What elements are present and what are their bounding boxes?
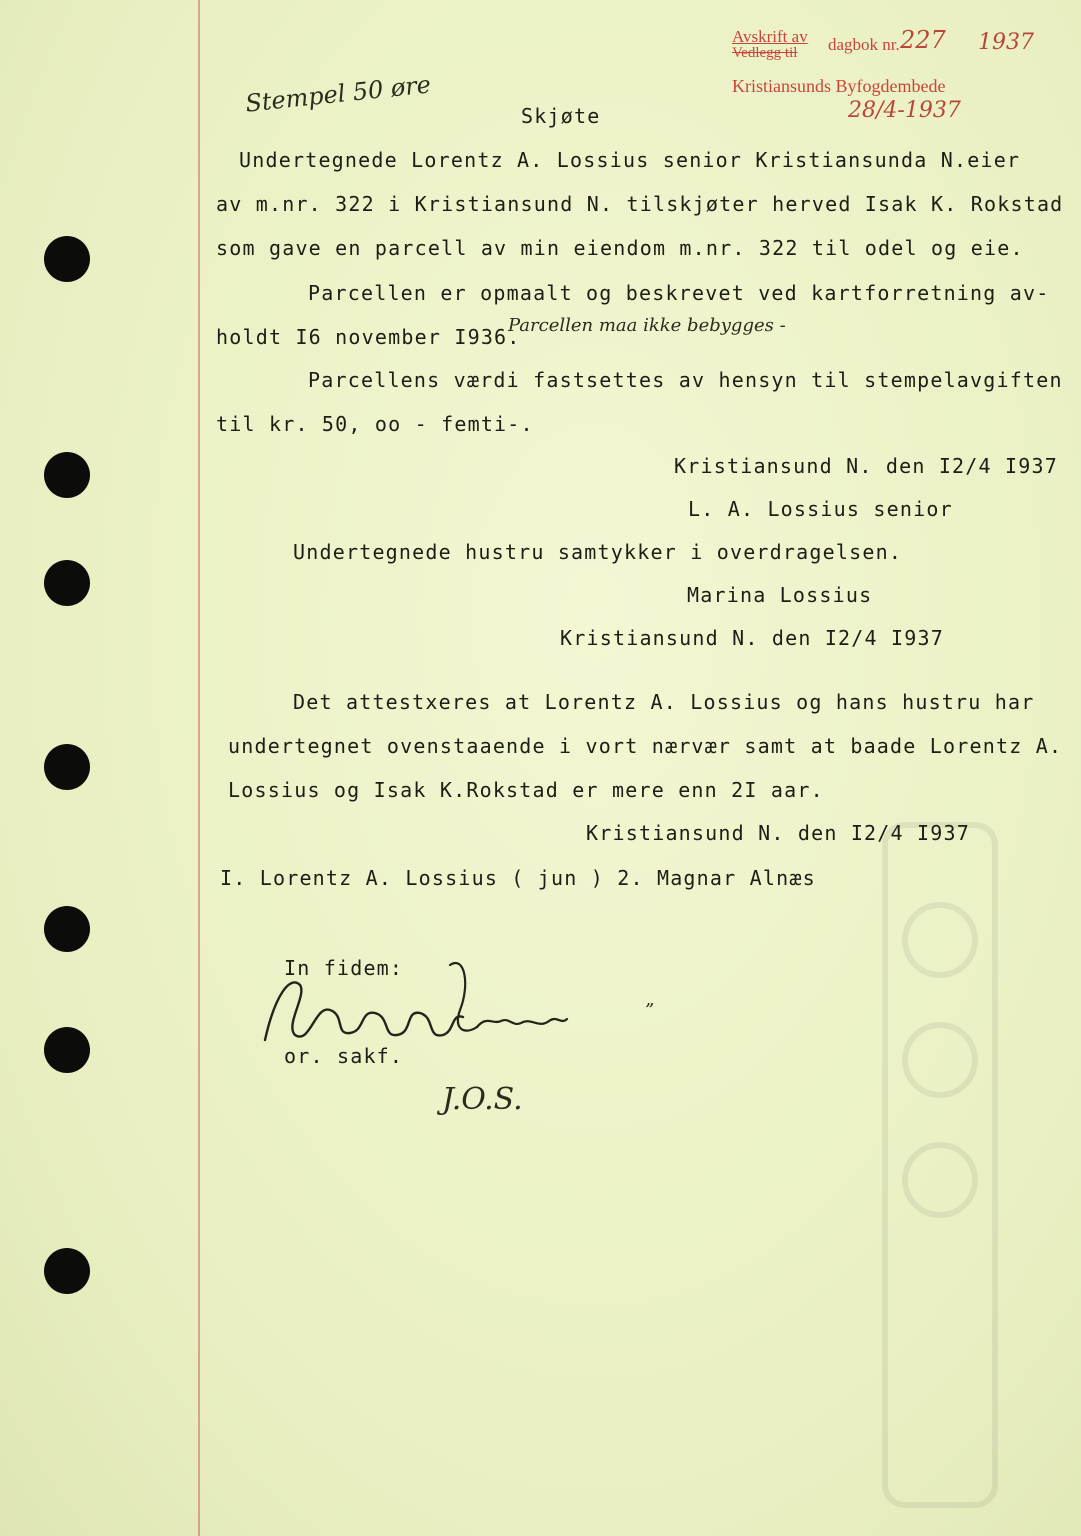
text-line-7: til kr. 50, oo - femti-. — [216, 412, 534, 436]
spouse-name: Marina Lossius — [687, 583, 873, 607]
stamp-date: 28/4-1937 — [848, 98, 961, 123]
text-line-2: av m.nr. 322 i Kristiansund N. tilskjøter herved Isak K. Rokstad — [216, 192, 1064, 216]
witnesses-line: I. Lorentz A. Lossius ( jun ) 2. Magnar Alnæs — [220, 866, 816, 890]
tick-mark: ” — [645, 1000, 655, 1021]
punch-hole — [44, 744, 90, 790]
date-line-1: Kristiansund N. den I2/4 I937 — [674, 454, 1058, 478]
document-title: Skjøte — [521, 104, 601, 128]
watermark-stamp — [880, 820, 1000, 1510]
attest-line-2: undertegnet ovenstaaende i vort nærvær samt at baade Lorentz A. — [228, 734, 1063, 758]
margin-line — [198, 0, 200, 1536]
punch-hole — [44, 906, 90, 952]
initials: J.O.S. — [442, 1082, 523, 1117]
punch-hole — [44, 1248, 90, 1294]
text-line-5: holdt I6 november I936. — [216, 325, 521, 349]
stempel-note: Stempel 50 øre — [244, 70, 433, 118]
stamp-vedlegg: Vedlegg til — [732, 45, 798, 61]
text-line-3: som gave en parcell av min eiendom m.nr. 322 til odel og eie. — [216, 236, 1024, 260]
stamp-dagbok-label: dagbok nr. — [828, 35, 900, 54]
text-line-6: Parcellens værdi fastsettes av hensyn til stempelavgiften — [308, 368, 1063, 392]
date-line-2: Kristiansund N. den I2/4 I937 — [560, 626, 944, 650]
parcellen-note: Parcellen maa ikke bebygges - — [508, 315, 786, 336]
handwritten-signature — [255, 955, 585, 1065]
text-line-consent: Undertegnede hustru samtykker i overdragelsen. — [293, 540, 903, 564]
punch-hole — [44, 1027, 90, 1073]
stamp-year: 1937 — [978, 30, 1034, 55]
punch-hole — [44, 236, 90, 282]
text-line-1: Undertegnede Lorentz A. Lossius senior Kristiansunda N.eier — [239, 148, 1021, 172]
punch-hole — [44, 560, 90, 606]
text-line-4: Parcellen er opmaalt og beskrevet ved kartforretning av- — [308, 281, 1050, 305]
date-line-3: Kristiansund N. den I2/4 I937 — [586, 821, 970, 845]
stamp-dagbok-number: 227 — [900, 26, 946, 54]
stamp-office: Kristiansunds Byfogdembede — [732, 76, 946, 96]
or-sakf: or. sakf. — [284, 1044, 404, 1068]
signer-name: L. A. Lossius senior — [688, 497, 953, 521]
stamp-avskrift: Avskrift av — [732, 27, 808, 46]
in-fidem: In fidem: — [284, 956, 404, 980]
attest-line-3: Lossius og Isak K.Rokstad er mere enn 2I aar. — [228, 778, 824, 802]
attest-line-1: Det attestxeres at Lorentz A. Lossius og hans hustru har — [293, 690, 1035, 714]
punch-hole — [44, 452, 90, 498]
